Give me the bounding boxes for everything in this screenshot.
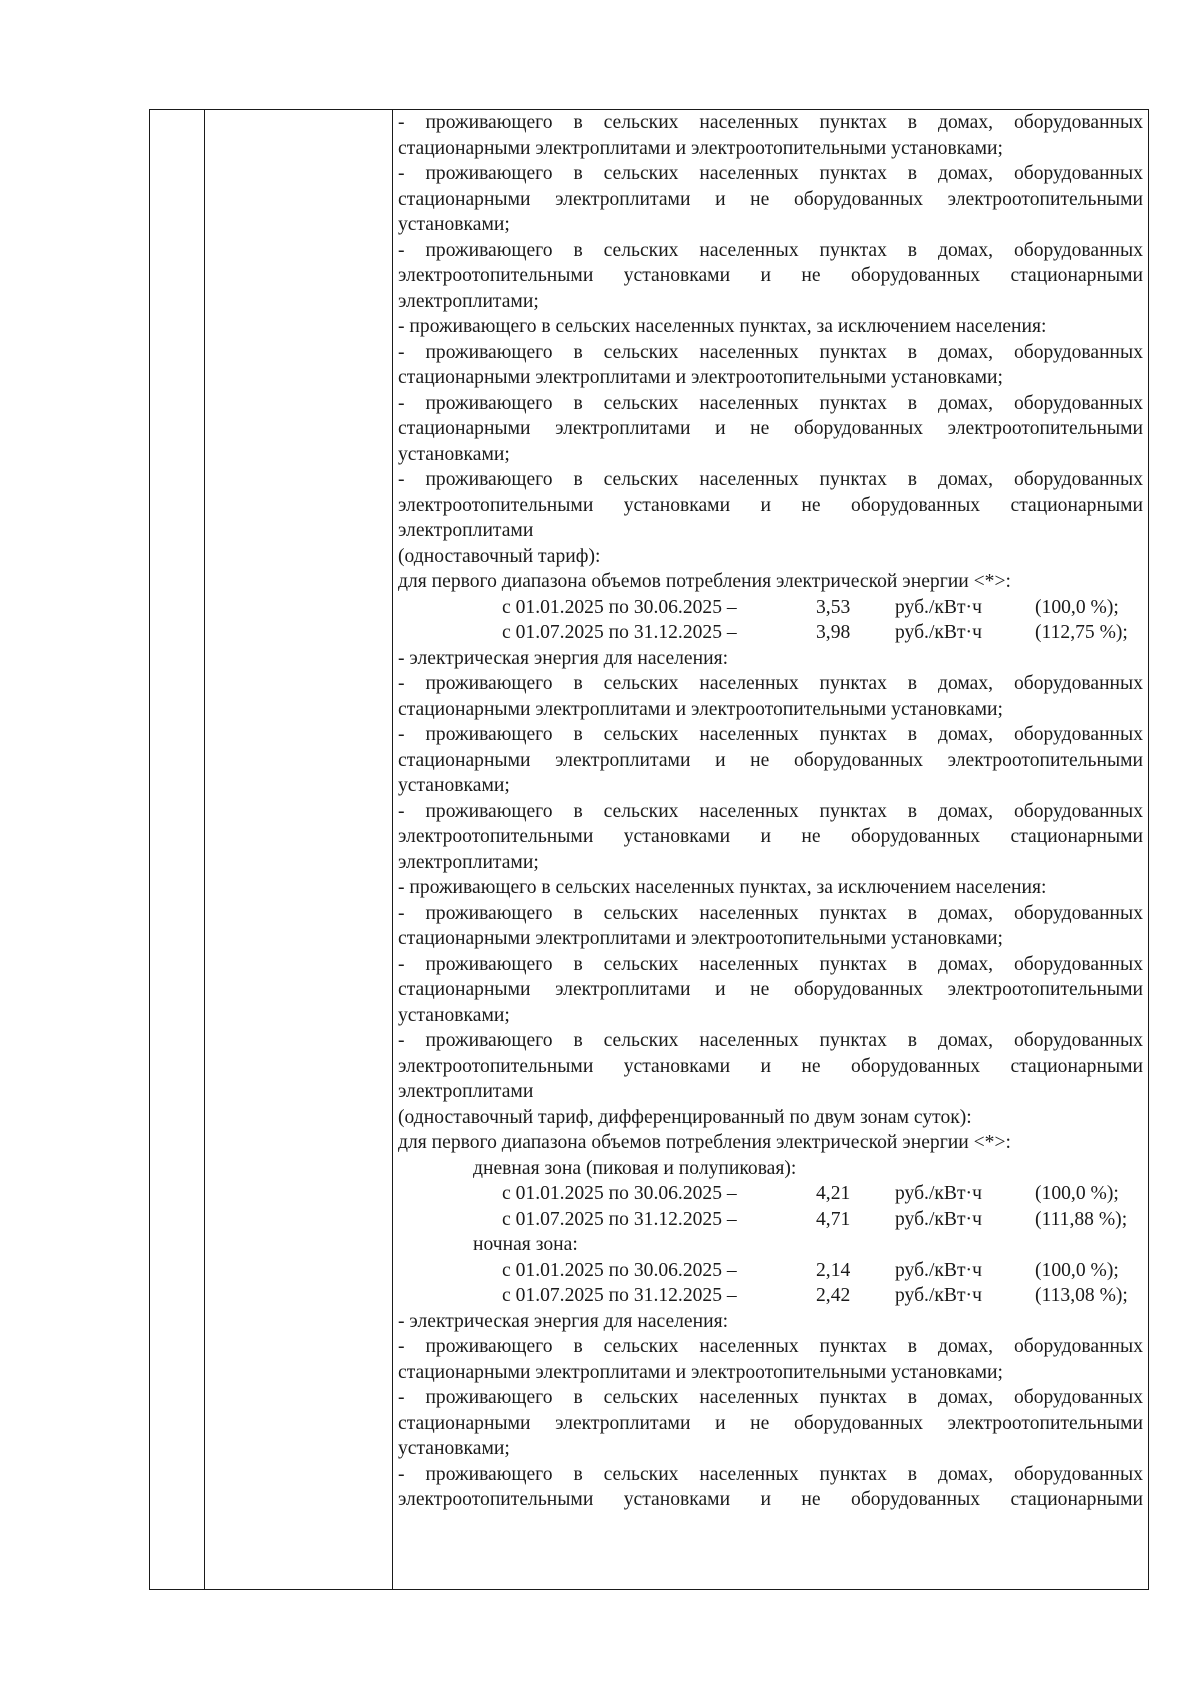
price: 3,53 bbox=[816, 596, 851, 618]
period: с 01.07.2025 по 31.12.2025 – bbox=[502, 1208, 737, 1230]
tariff-type-label: (одноставочный тариф): bbox=[398, 545, 601, 567]
list-item: - проживающего в сельских населенных пунктах в домах, оборудованных электроотопительными установками и не оборудованных стационарными электроплитами bbox=[398, 469, 1143, 541]
night-zone-label: ночная зона: bbox=[473, 1234, 578, 1255]
tariff-text-cell bbox=[398, 110, 1143, 1513]
list-item: - проживающего в сельских населенных пунктах в домах, оборудованных стационарными электроплитами и электроотопительными установками; bbox=[398, 673, 1143, 720]
list-item: - проживающего в сельских населенных пунктах в домах, оборудованных стационарными электроплитами и не оборудованных электроотопительными установками; bbox=[398, 163, 1143, 235]
range-label: для первого диапазона объемов потребления электрической энергии <*>: bbox=[398, 571, 1011, 592]
period: с 01.01.2025 по 30.06.2025 – bbox=[502, 1183, 737, 1204]
percent: (100,0 %); bbox=[1035, 1183, 1119, 1204]
list-item: - проживающего в сельских населенных пунктах в домах, оборудованных стационарными электроплитами и не оборудованных электроотопительными установками; bbox=[398, 1387, 1143, 1459]
list-item: - проживающего в сельских населенных пунктах в домах, оборудованных электроотопительными установками и не оборудованных стационарными электроплитами; bbox=[398, 239, 1143, 312]
price: 2,14 bbox=[816, 1259, 851, 1281]
list-item: - проживающего в сельских населенных пунктах в домах, оборудованных электроотопительными установками и не оборудованных стационарными электроплитами; bbox=[398, 800, 1143, 873]
section-heading: - электрическая энергия для населения: bbox=[398, 647, 729, 669]
list-item: - проживающего в сельских населенных пунктах, за исключением населения: bbox=[398, 877, 1047, 898]
price: 4,71 bbox=[816, 1208, 851, 1230]
column-divider-1 bbox=[204, 110, 205, 1589]
list-item: - проживающего в сельских населенных пунктах в домах, оборудованных электроотопительными установками и не оборудованных стационарными bbox=[398, 1463, 1143, 1510]
unit: руб./кВт·ч bbox=[895, 1259, 982, 1281]
percent: (113,08 %); bbox=[1035, 1285, 1128, 1306]
period: с 01.01.2025 по 30.06.2025 – bbox=[502, 596, 737, 618]
percent: (112,75 %); bbox=[1035, 622, 1128, 643]
tariff-row bbox=[398, 595, 1143, 621]
tariff-type-label: (одноставочный тариф, дифференцированный по двум зонам суток): bbox=[398, 1106, 972, 1128]
unit: руб./кВт·ч bbox=[895, 622, 982, 643]
tariff-row bbox=[398, 1258, 1143, 1284]
price: 2,42 bbox=[816, 1285, 851, 1306]
section-heading: - электрическая энергия для населения: bbox=[398, 1310, 729, 1332]
unit: руб./кВт·ч bbox=[895, 1208, 982, 1230]
list-item: - проживающего в сельских населенных пунктах в домах, оборудованных стационарными электроплитами и электроотопительными установками; bbox=[398, 112, 1143, 159]
period: с 01.07.2025 по 31.12.2025 – bbox=[502, 1285, 737, 1306]
list-item: - проживающего в сельских населенных пунктах в домах, оборудованных стационарными электроплитами и не оборудованных электроотопительными установками; bbox=[398, 953, 1143, 1026]
list-item: - проживающего в сельских населенных пунктах в домах, оборудованных электроотопительными установками и не оборудованных стационарными электроплитами bbox=[398, 1030, 1143, 1102]
day-zone-label: дневная зона (пиковая и полупиковая): bbox=[473, 1157, 797, 1179]
list-item: - проживающего в сельских населенных пунктах, за исключением населения: bbox=[398, 316, 1047, 337]
period: с 01.07.2025 по 31.12.2025 – bbox=[502, 622, 737, 643]
list-item: - проживающего в сельских населенных пунктах в домах, оборудованных стационарными электроплитами и не оборудованных электроотопительными установками; bbox=[398, 392, 1143, 465]
unit: руб./кВт·ч bbox=[895, 596, 982, 618]
tariff-row bbox=[398, 620, 1143, 646]
price: 3,98 bbox=[816, 622, 851, 643]
list-item: - проживающего в сельских населенных пунктах в домах, оборудованных стационарными электроплитами и электроотопительными установками; bbox=[398, 341, 1143, 388]
percent: (100,0 %); bbox=[1035, 1259, 1119, 1281]
price: 4,21 bbox=[816, 1183, 851, 1204]
list-item: - проживающего в сельских населенных пунктах в домах, оборудованных стационарными электроплитами и электроотопительными установками; bbox=[398, 902, 1143, 949]
tariff-row bbox=[398, 1207, 1143, 1233]
list-item: - проживающего в сельских населенных пунктах в домах, оборудованных стационарными электроплитами и не оборудованных электроотопительными установками; bbox=[398, 724, 1143, 796]
column-divider-2 bbox=[392, 110, 393, 1589]
list-item: - проживающего в сельских населенных пунктах в домах, оборудованных стационарными электроплитами и электроотопительными установками; bbox=[398, 1336, 1143, 1383]
unit: руб./кВт·ч bbox=[895, 1183, 982, 1204]
tariff-row bbox=[398, 1283, 1143, 1309]
range-label: для первого диапазона объемов потребления электрической энергии <*>: bbox=[398, 1132, 1011, 1153]
percent: (100,0 %); bbox=[1035, 596, 1119, 618]
unit: руб./кВт·ч bbox=[895, 1285, 982, 1306]
period: с 01.01.2025 по 30.06.2025 – bbox=[502, 1259, 737, 1281]
percent: (111,88 %); bbox=[1035, 1208, 1128, 1230]
tariff-row bbox=[398, 1181, 1143, 1207]
